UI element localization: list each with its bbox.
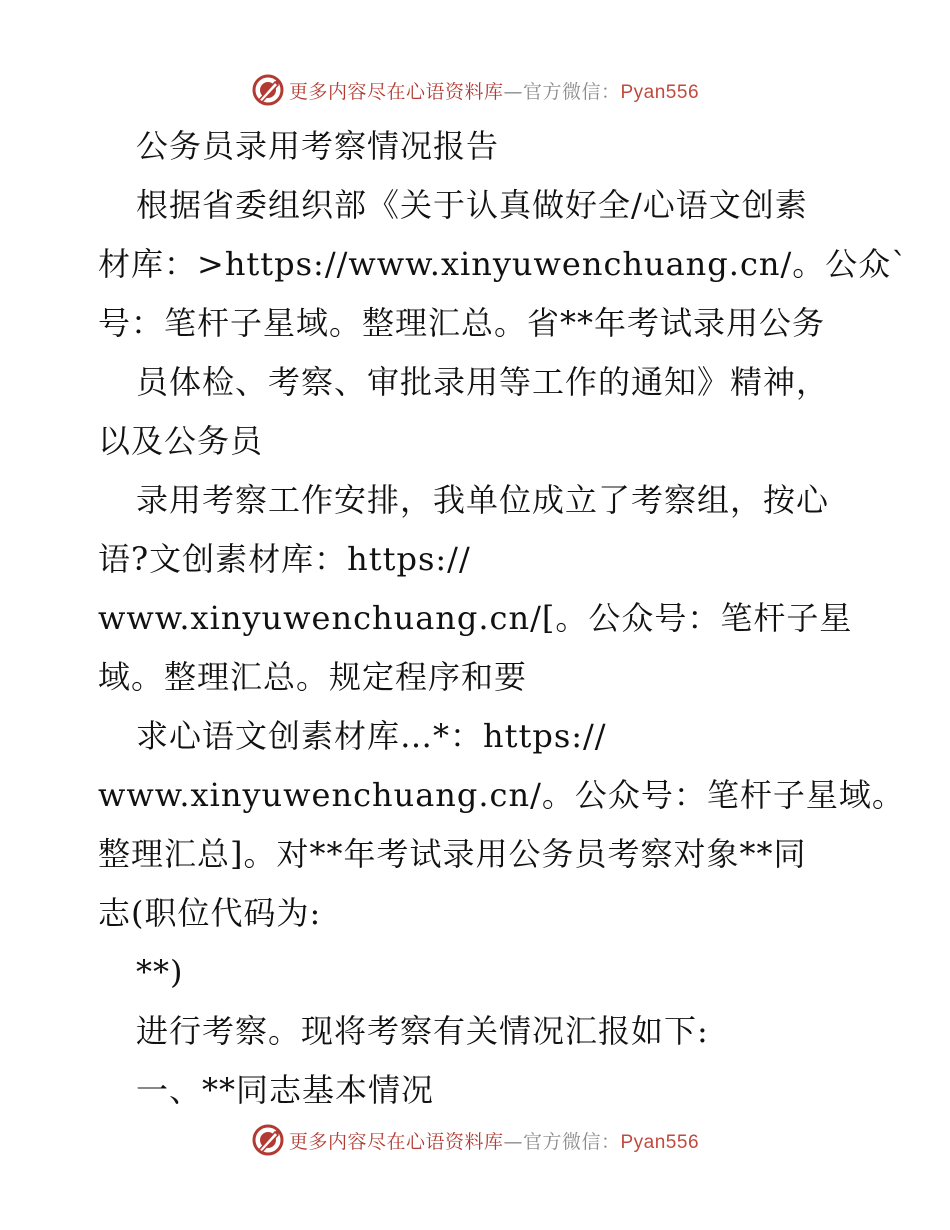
banner-sep: —官方微信： <box>503 1130 621 1153</box>
footer-watermark-banner <box>0 1120 950 1160</box>
text-line: 语?文创素材库：https:// <box>98 540 471 578</box>
banner-main: 更多内容尽在心语资料库 <box>288 1130 504 1153</box>
text-line: 域。整理汇总。规定程序和要 <box>98 658 528 696</box>
banner-text <box>289 77 699 104</box>
doc-title: 公务员录用考察情况报告 <box>136 127 500 165</box>
text-line: 以及公务员 <box>98 422 264 460</box>
banner-sep: —官方微信： <box>503 80 621 103</box>
text-line: 进行考察。现将考察有关情况汇报如下: <box>136 1012 709 1050</box>
text-line: 号：笔杆子星域。整理汇总。省**年考试录用公务 <box>98 304 826 342</box>
pen-logo-icon <box>251 1123 285 1157</box>
section-heading: 一、**同志基本情况 <box>136 1071 435 1109</box>
pen-logo-icon <box>251 73 285 107</box>
text-line: 志(职位代码为: <box>98 894 322 932</box>
text-line: 根据省委组织部《关于认真做好全/心语文创素 <box>136 186 808 224</box>
text-line: **) <box>136 953 184 991</box>
banner-text <box>289 1127 699 1154</box>
banner-id: Pyan556 <box>620 81 700 103</box>
header-watermark-banner <box>0 70 950 110</box>
text-line: www.xinyuwenchuang.cn/。公众号：笔杆子星域。 <box>98 776 905 814</box>
text-line: 员体检、考察、审批录用等工作的通知》精神， <box>136 363 830 401</box>
text-line: 录用考察工作安排，我单位成立了考察组，按心 <box>136 481 830 519</box>
banner-main: 更多内容尽在心语资料库 <box>288 80 504 103</box>
text-line: 求心语文创素材库…*：https:// <box>136 717 607 755</box>
text-line: www.xinyuwenchuang.cn/[。公众号：笔杆子星 <box>98 599 853 637</box>
text-line: 整理汇总]。对**年考试录用公务员考察对象**同 <box>98 835 807 873</box>
banner-id: Pyan556 <box>620 1131 700 1153</box>
document-body <box>98 122 909 1125</box>
text-line: 材库：>https://www.xinyuwenchuang.cn/。公众` <box>98 245 909 283</box>
